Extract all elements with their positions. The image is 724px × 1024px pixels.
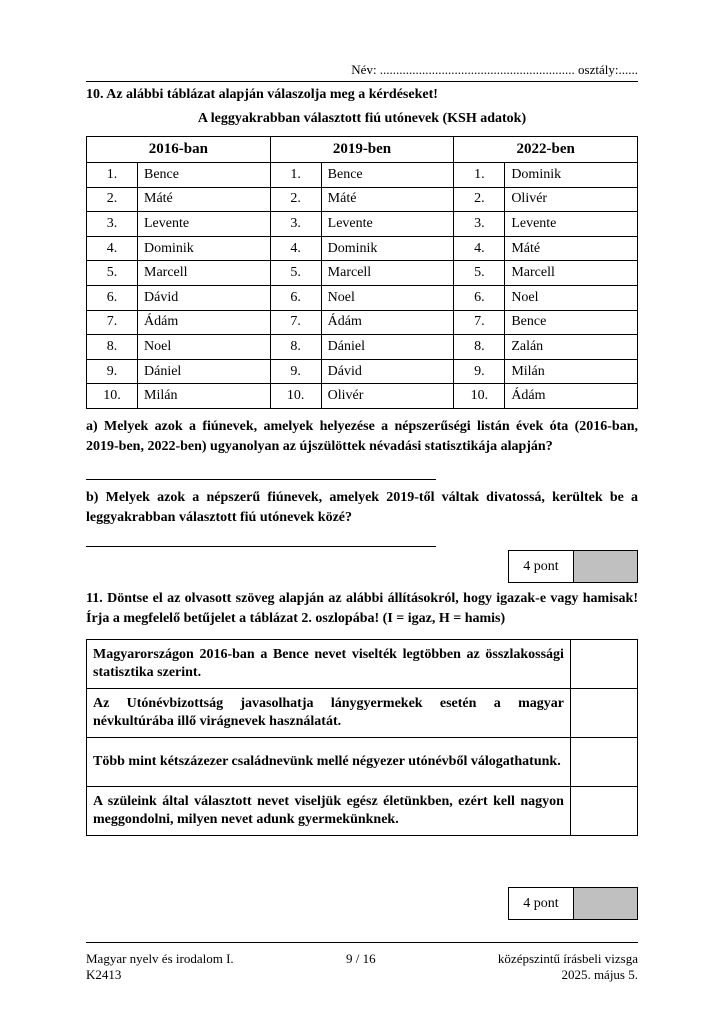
footer-subject: Magyar nyelv és irodalom I. (86, 951, 234, 966)
table-row (87, 163, 638, 188)
rank-cell: 7. (454, 310, 505, 335)
points-label: 4 pont (509, 888, 574, 919)
name-cell: Noel (138, 335, 271, 360)
rank-cell: 1. (270, 163, 321, 188)
rank-cell: 3. (454, 212, 505, 237)
name-cell: Milán (505, 359, 638, 384)
rank-cell: 4. (454, 236, 505, 261)
answer-cell[interactable] (570, 689, 637, 738)
points-label: 4 pont (509, 551, 574, 582)
footer-code: K2413 (86, 967, 122, 982)
rank-cell: 9. (270, 359, 321, 384)
name-cell: Zalán (505, 335, 638, 360)
name-cell: Marcell (138, 261, 271, 286)
footer-exam-type: középszintű írásbeli vizsga (497, 951, 638, 966)
statement-row (87, 640, 638, 689)
answer-cell[interactable] (570, 787, 637, 836)
name-cell: Dávid (321, 359, 454, 384)
statement-row (87, 787, 638, 836)
name-cell: Dávid (138, 285, 271, 310)
table-row (87, 335, 638, 360)
points-score-field[interactable] (574, 888, 637, 919)
table-row (87, 359, 638, 384)
rank-cell: 3. (87, 212, 138, 237)
rank-cell: 2. (270, 187, 321, 212)
rank-cell: 4. (87, 236, 138, 261)
header-divider (86, 81, 638, 82)
points-box-task-11 (508, 887, 638, 920)
rank-cell: 7. (87, 310, 138, 335)
names-table-body (87, 163, 638, 409)
rank-cell: 3. (270, 212, 321, 237)
name-cell: Dominik (505, 163, 638, 188)
name-cell: Olivér (505, 187, 638, 212)
rank-cell: 10. (270, 384, 321, 409)
statement-row (87, 689, 638, 738)
task-10-title: 10. Az alábbi táblázat alapján válaszolja meg a kérdéseket! (86, 87, 438, 102)
rank-cell: 7. (270, 310, 321, 335)
rank-cell: 1. (87, 163, 138, 188)
name-cell: Dániel (138, 359, 271, 384)
question-a: a) Melyek azok a fiúnevek, amelyek helyezése a népszerűségi listán évek óta (2016-ban, 2019-ben, 2022-ben) ugyanolyan az újszülöttek névadási statisztikája alapján? (86, 419, 638, 454)
question-b: b) Melyek azok a népszerű fiúnevek, amelyek 2019-től váltak divatossá, kerültek be a leggyakrabban választott fiú utónevek közé? (86, 490, 638, 525)
table-row (87, 212, 638, 237)
statement-text: A szüleink által választott nevet viseljük egész életünkben, ezért kell nagyon meggondolni, milyen nevet adunk gyermekünknek. (87, 787, 571, 836)
answer-line-a[interactable] (86, 479, 436, 480)
footer-date: 2025. május 5. (561, 967, 638, 982)
name-cell: Ádám (321, 310, 454, 335)
rank-cell: 4. (270, 236, 321, 261)
footer-page-number: 9 / 16 (346, 951, 376, 966)
table-header-row (87, 137, 638, 163)
name-cell: Ádám (505, 384, 638, 409)
footer-right (498, 951, 638, 983)
task-11-title: 11. Döntse el az olvasott szöveg alapján az alábbi állításokról, hogy igazak-e vagy hamisak! Írja a megfelelő betűjelet a táblázat 2. oszlopába! (I = igaz, H = hamis) (86, 591, 638, 626)
rank-cell: 5. (87, 261, 138, 286)
table-row (87, 187, 638, 212)
points-box-task-10 (508, 550, 638, 583)
rank-cell: 2. (87, 187, 138, 212)
names-table (86, 136, 638, 409)
footer-divider (86, 942, 638, 943)
name-cell: Levente (321, 212, 454, 237)
name-cell: Marcell (321, 261, 454, 286)
rank-cell: 8. (270, 335, 321, 360)
name-cell: Olivér (321, 384, 454, 409)
name-cell: Noel (505, 285, 638, 310)
name-cell: Dániel (321, 335, 454, 360)
table-row (87, 236, 638, 261)
name-cell: Dominik (138, 236, 271, 261)
true-false-table (86, 639, 638, 836)
name-cell: Ádám (138, 310, 271, 335)
statement-text: Magyarországon 2016-ban a Bence nevet viselték legtöbben az összlakossági statisztika szerint. (87, 640, 571, 689)
statement-text: Az Utónévbizottság javasolhatja lánygyermekek esetén a magyar névkultúrába illő virágnevek használatát. (87, 689, 571, 738)
answer-cell[interactable] (570, 640, 637, 689)
name-cell: Bence (505, 310, 638, 335)
rank-cell: 6. (270, 285, 321, 310)
table-row (87, 285, 638, 310)
column-header-2022: 2022-ben (454, 137, 638, 163)
table-row (87, 310, 638, 335)
rank-cell: 6. (454, 285, 505, 310)
rank-cell: 5. (270, 261, 321, 286)
rank-cell: 10. (454, 384, 505, 409)
column-header-2019: 2019-ben (270, 137, 454, 163)
name-cell: Noel (321, 285, 454, 310)
table-title: A leggyakrabban választott fiú utónevek (KSH adatok) (197, 111, 527, 126)
rank-cell: 9. (87, 359, 138, 384)
rank-cell: 5. (454, 261, 505, 286)
name-cell: Máté (138, 187, 271, 212)
name-cell: Bence (321, 163, 454, 188)
column-header-2016: 2016-ban (87, 137, 271, 163)
rank-cell: 9. (454, 359, 505, 384)
name-cell: Bence (138, 163, 271, 188)
name-cell: Dominik (321, 236, 454, 261)
statement-row (87, 738, 638, 787)
answer-line-b[interactable] (86, 546, 436, 547)
rank-cell: 1. (454, 163, 505, 188)
name-cell: Marcell (505, 261, 638, 286)
answer-cell[interactable] (570, 738, 637, 787)
statement-text: Több mint kétszázezer családnevünk mellé négyezer utónévből válogathatunk. (87, 738, 571, 787)
name-cell: Máté (505, 236, 638, 261)
footer-left (86, 951, 234, 983)
name-cell: Milán (138, 384, 271, 409)
student-name-class-line: Név: ............................................................ osztály:...... (351, 62, 638, 77)
table-row (87, 261, 638, 286)
name-cell: Máté (321, 187, 454, 212)
rank-cell: 8. (87, 335, 138, 360)
name-cell: Levente (138, 212, 271, 237)
points-score-field[interactable] (574, 551, 637, 582)
rank-cell: 2. (454, 187, 505, 212)
name-cell: Levente (505, 212, 638, 237)
table-row (87, 384, 638, 409)
rank-cell: 10. (87, 384, 138, 409)
rank-cell: 6. (87, 285, 138, 310)
rank-cell: 8. (454, 335, 505, 360)
